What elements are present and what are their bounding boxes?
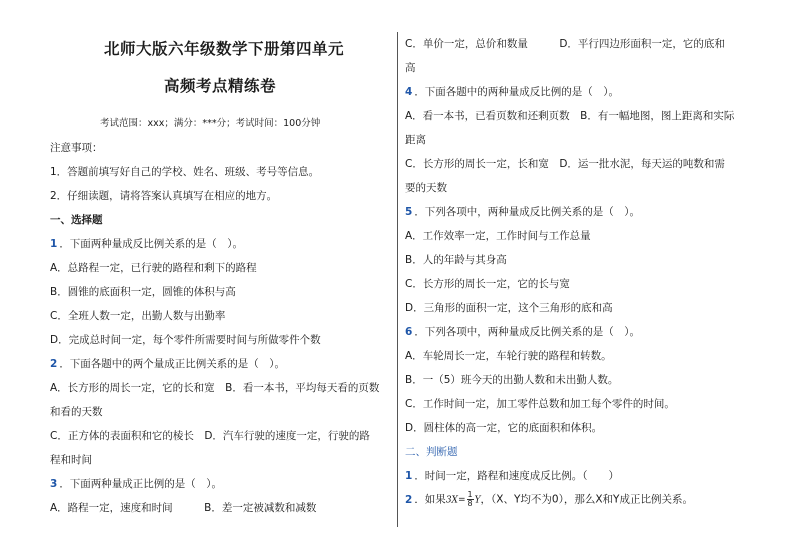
formula-equals: =	[457, 495, 466, 506]
title-line-2: 高频考点精练卷	[164, 77, 277, 95]
question-number: 2	[50, 358, 58, 370]
question-5-option-a: A．工作效率一定，工作时间与工作总量	[405, 230, 591, 242]
question-5-stem	[405, 205, 640, 219]
question-2-stem	[50, 357, 285, 371]
question-3-options-cd-line1: C．单价一定，总价和数量 D．平行四边形面积一定，它的底和	[405, 38, 725, 50]
question-number: 2	[405, 493, 413, 506]
question-3-options-ab: A．路程一定，速度和时间 B．差一定被减数和减数	[50, 502, 317, 514]
question-1-option-d: D．完成总时间一定，每个零件所需要时间与所做零件个数	[50, 334, 321, 346]
question-4-options-ab-line2: 距离	[405, 134, 426, 146]
question-5-option-d: D．三角形的面积一定，这个三角形的底和高	[405, 302, 613, 314]
formula-x: 3X	[445, 495, 458, 506]
question-number: 6	[405, 326, 413, 338]
notice-heading: 注意事项：	[50, 142, 103, 154]
question-2-options-cd-line2: 程和时间	[50, 454, 92, 466]
question-text: ．下列各项中，两种量成反比例关系的是（ ）。	[414, 206, 641, 218]
question-3-options-cd-line2: 高	[405, 62, 416, 74]
formula-y: Y	[474, 495, 481, 506]
question-1-stem	[50, 237, 243, 251]
judge-item-2	[405, 491, 693, 508]
fraction	[467, 491, 474, 508]
section-heading-choice: 一、选择题	[50, 214, 103, 226]
fraction-denominator: 8	[467, 499, 473, 508]
question-text: ．下列各项中，两种量成反比例关系的是（ ）。	[414, 326, 641, 338]
question-4-stem	[405, 85, 619, 99]
question-number: 4	[405, 86, 413, 98]
question-number: 1	[50, 238, 58, 250]
notice-item-1: 1．答题前填写好自己的学校、姓名、班级、考号等信息。	[50, 166, 320, 178]
question-text: ．下面各题中的两个量成正比例关系的是（ ）。	[59, 358, 286, 370]
question-number: 5	[405, 206, 413, 218]
question-1-option-c: C．全班人数一定，出勤人数与出勤率	[50, 310, 226, 322]
question-6-stem	[405, 325, 640, 339]
question-5-option-b: B．人的年龄与其身高	[405, 254, 507, 266]
question-text: ．下面各题中的两种量成反比例的是（ ）。	[414, 86, 620, 98]
exam-meta: 考试范围：xxx；满分：***分；考试时间：100分钟	[100, 118, 321, 129]
question-1-option-b: B．圆锥的底面积一定，圆锥的体积与高	[50, 286, 236, 298]
title-line-1: 北师大版六年级数学下册第四单元	[104, 40, 345, 58]
question-4-options-cd-line1: C．长方形的周长一定，长和宽 D．运一批水泥，每天运的吨数和需	[405, 158, 725, 170]
question-3-stem	[50, 477, 222, 491]
question-2-options-cd-line1: C．正方体的表面积和它的棱长 D．汽车行驶的速度一定，行驶的路	[50, 430, 370, 442]
question-text-post: ，（X、Y均不为0），那么X和Y成正比例关系。	[480, 493, 693, 506]
question-6-option-a: A．车轮周长一定，车轮行驶的路程和转数。	[405, 350, 612, 362]
question-6-option-b: B．一（5）班今天的出勤人数和未出勤人数。	[405, 374, 619, 386]
question-6-option-d: D．圆柱体的高一定，它的底面积和体积。	[405, 422, 603, 434]
question-2-options-ab-line1: A．长方形的周长一定，它的长和宽 B．看一本书，平均每天看的页数	[50, 382, 380, 394]
question-number: 1	[405, 470, 413, 482]
column-divider	[397, 32, 398, 527]
question-5-option-c: C．长方形的周长一定，它的长与宽	[405, 278, 570, 290]
question-text: ．下面两种量成反比例关系的是（ ）。	[59, 238, 244, 250]
question-number: 3	[50, 478, 58, 490]
fraction-numerator: 1	[467, 490, 473, 499]
question-6-option-c: C．工作时间一定，加工零件总数和加工每个零件的时间。	[405, 398, 675, 410]
question-2-options-ab-line2: 和看的天数	[50, 406, 103, 418]
judge-item-1	[405, 469, 619, 483]
section-heading-judge: 二、判断题	[405, 446, 458, 458]
question-1-option-a: A．总路程一定，已行驶的路程和剩下的路程	[50, 262, 257, 274]
question-text: ．下面两种量成正比例的是（ ）。	[59, 478, 223, 490]
question-text-pre: ．如果	[414, 493, 446, 506]
notice-item-2: 2．仔细读题，请将答案认真填写在相应的地方。	[50, 190, 278, 202]
question-text: ．时间一定，路程和速度成反比例。（ ）	[414, 470, 620, 482]
question-4-options-ab-line1: A．看一本书，已看页数和还剩页数 B．有一幅地图，图上距离和实际	[405, 110, 735, 122]
question-4-options-cd-line2: 要的天数	[405, 182, 447, 194]
